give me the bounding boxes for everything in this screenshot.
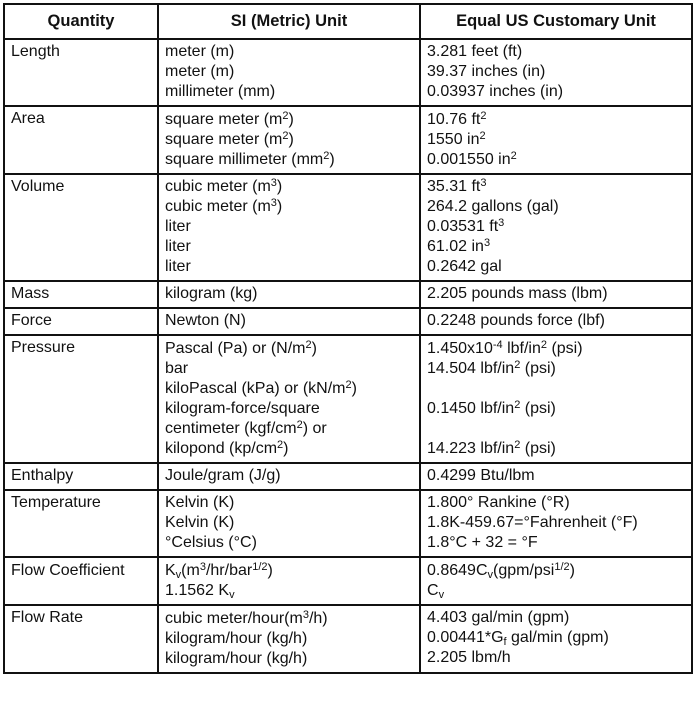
us-cell: [420, 463, 692, 490]
si-unit-line: kilogram/hour (kg/h): [165, 630, 308, 647]
si-unit-line: meter (m): [165, 63, 235, 80]
header-si-unit: SI (Metric) Unit: [158, 4, 420, 39]
us-unit-line: 14.504 lbf/$in^2$ (psi): [427, 359, 556, 377]
si-unit-line: millimeter (mm): [165, 83, 276, 100]
header-quantity: Quantity: [4, 4, 158, 39]
us-unit-line: 1.800° Rankine (°R): [427, 494, 570, 511]
quantity-cell: [4, 39, 158, 106]
us-unit-line: 35.31 $ft^3$: [427, 177, 487, 195]
si-cell: [158, 308, 420, 335]
us-unit-line: 0.4299 Btu/lbm: [427, 467, 535, 484]
quantity-label: Area: [11, 110, 45, 127]
quantity-label: Mass: [11, 285, 50, 302]
si-cell: [158, 39, 420, 106]
table-row-enthalpy: [4, 463, 692, 490]
quantity-cell: [4, 174, 158, 281]
quantity-cell: [4, 605, 158, 673]
table-row-temperature: [4, 490, 692, 557]
quantity-label: Force: [11, 312, 52, 329]
si-unit-line: kiloPascal (kPa) or $(kN/m^2)$: [165, 379, 357, 397]
quantity-label: Temperature: [11, 494, 101, 511]
si-unit-line: liter: [165, 238, 191, 255]
si-unit-line: Kelvin (K): [165, 494, 235, 511]
us-cell: [420, 557, 692, 605]
si-unit-line: kilopond $(kp/cm^2)$: [165, 439, 289, 457]
us-cell: [420, 335, 692, 463]
si-cell: [158, 490, 420, 557]
si-cell: [158, 174, 420, 281]
si-unit-line: cubic meter $(m^3)$: [165, 197, 283, 215]
table-row-volume: [4, 174, 692, 281]
si-unit-line: square meter $(m^2)$: [165, 110, 294, 128]
us-unit-line: 0.2642 gal: [427, 258, 502, 275]
us-unit-line: 3.281 feet (ft): [427, 43, 523, 60]
us-unit-line: 39.37 inches (in): [427, 63, 546, 80]
si-unit-line: Pascal (Pa) or $(N/m^2)$: [165, 339, 317, 357]
si-unit-line: square meter $(m^2)$: [165, 130, 294, 148]
si-unit-line: Joule/gram (J/g): [165, 467, 281, 484]
table-row-pressure: [4, 335, 692, 463]
si-cell: [158, 281, 420, 308]
quantity-label: Flow Coefficient: [11, 562, 125, 579]
quantity-cell: [4, 463, 158, 490]
header-row: [4, 4, 692, 39]
si-unit-line: kilogram-force/square: [165, 400, 320, 417]
us-unit-line: 61.02 $in^3$: [427, 237, 491, 255]
quantity-cell: [4, 557, 158, 605]
table-row-force: [4, 308, 692, 335]
us-unit-line: 0.03531 $ft^3$: [427, 217, 505, 235]
si-cell: [158, 106, 420, 174]
si-unit-line: meter (m): [165, 43, 235, 60]
si-unit-line: °Celsius (°C): [165, 534, 257, 551]
us-unit-line: 2.205 pounds mass (lbm): [427, 285, 608, 302]
si-unit-line: kilogram/hour (kg/h): [165, 650, 308, 667]
table-row-length: [4, 39, 692, 106]
us-unit-line: 264.2 gallons (gal): [427, 198, 559, 215]
us-unit-line: $1.450x10^{-4}$ lbf/$in^2$ (psi): [427, 339, 583, 357]
us-cell: [420, 605, 692, 673]
table-row-area: [4, 106, 692, 174]
us-cell: [420, 106, 692, 174]
spacer: [427, 419, 685, 439]
quantity-label: Length: [11, 43, 60, 60]
quantity-cell: [4, 308, 158, 335]
us-unit-line: $0.8649C_v(gpm/psi^{1/2})$: [427, 561, 575, 581]
us-cell: [420, 281, 692, 308]
si-unit-line: kilogram (kg): [165, 285, 258, 302]
si-cell: [158, 605, 420, 673]
quantity-label: Flow Rate: [11, 609, 84, 626]
si-unit-line: bar: [165, 360, 189, 377]
us-unit-line: 0.1450 lbf/$in^2$ (psi): [427, 399, 556, 417]
si-unit-line: Kelvin (K): [165, 514, 235, 531]
us-cell: [420, 39, 692, 106]
us-unit-line: 1550 $in^2$: [427, 130, 486, 148]
table-row-flow-coefficient: [4, 557, 692, 605]
si-unit-line: liter: [165, 218, 191, 235]
quantity-label: Volume: [11, 178, 65, 195]
us-unit-line: 14.223 lbf/$in^2$ (psi): [427, 439, 556, 457]
us-unit-line: 0.2248 pounds force (lbf): [427, 312, 605, 329]
us-unit-line: 10.76 $ft^2$: [427, 110, 487, 128]
quantity-cell: [4, 490, 158, 557]
si-unit-line: square millimeter $(mm^2)$: [165, 150, 335, 168]
unit-conversion-table: [3, 3, 693, 674]
us-cell: [420, 308, 692, 335]
table-row-mass: [4, 281, 692, 308]
quantity-cell: [4, 335, 158, 463]
si-unit-line: cubic meter $(m^3)$: [165, 177, 283, 195]
us-unit-line: 1.8K-459.67=°Fahrenheit (°F): [427, 514, 638, 531]
conversion-table-container: [3, 3, 693, 674]
us-unit-line: $0.00441*G_f$ gal/min (gpm): [427, 629, 609, 648]
quantity-cell: [4, 281, 158, 308]
us-cell: [420, 490, 692, 557]
us-unit-line: 4.403 gal/min (gpm): [427, 609, 570, 626]
quantity-cell: [4, 106, 158, 174]
us-cell: [420, 174, 692, 281]
us-unit-line: 1.8°C + 32 = °F: [427, 534, 538, 551]
si-cell: [158, 557, 420, 605]
us-unit-line: 0.03937 inches (in): [427, 83, 564, 100]
si-unit-line: centimeter $(kgf/cm^2)$ or: [165, 419, 327, 437]
si-unit-line: cubic meter/$hour(m^3/h)$: [165, 609, 328, 627]
si-unit-line: Newton (N): [165, 312, 246, 329]
quantity-label: Pressure: [11, 339, 76, 356]
us-unit-line: 2.205 lbm/h: [427, 649, 511, 666]
us-unit-line: $C_v$: [427, 582, 445, 601]
us-unit-line: 0.001550 $in^2$: [427, 150, 517, 168]
si-cell: [158, 463, 420, 490]
header-us-unit: Equal US Customary Unit: [420, 4, 692, 39]
quantity-label: Enthalpy: [11, 467, 74, 484]
si-unit-line: $K_v(m^3/hr/bar^{1/2})$: [165, 561, 273, 581]
table-row-flow-rate: [4, 605, 692, 673]
spacer: [427, 379, 685, 399]
si-cell: [158, 335, 420, 463]
si-unit-line: liter: [165, 258, 191, 275]
si-unit-line: 1.1562 $K_v$: [165, 582, 235, 601]
